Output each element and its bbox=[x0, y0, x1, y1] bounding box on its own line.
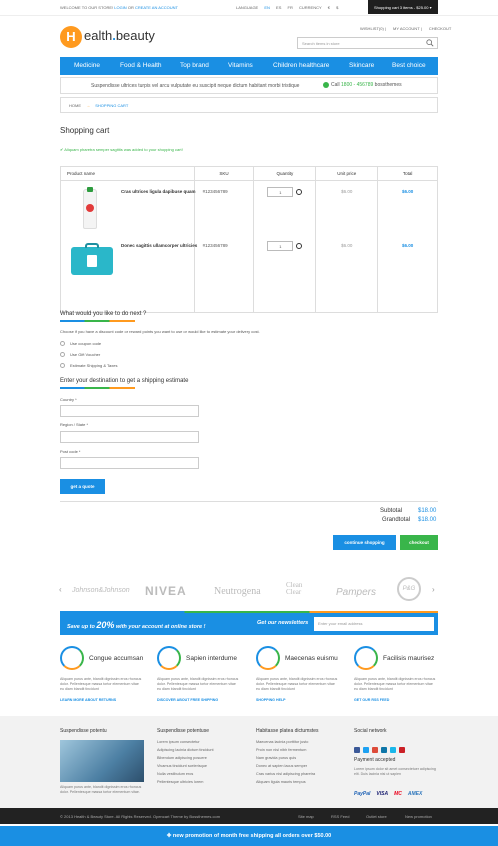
product-sku: #123456789 bbox=[194, 181, 254, 238]
radio-button[interactable] bbox=[60, 341, 65, 346]
cart-summary-text: Shopping cart 3 items - $25.00 bbox=[374, 5, 429, 10]
option-shipping[interactable] bbox=[60, 363, 118, 368]
mastercard-icon: MC bbox=[394, 791, 402, 797]
nav-vitamins[interactable]: Vitamins bbox=[228, 62, 253, 69]
next-section-title: What would you like to do next ? bbox=[60, 311, 147, 317]
newsletter-bar bbox=[60, 613, 438, 635]
footer-link[interactable]: Donec at sapien lacus semper bbox=[256, 764, 308, 768]
promotion-bar[interactable] bbox=[0, 826, 498, 846]
table-row bbox=[61, 181, 438, 238]
footer-list bbox=[256, 740, 315, 788]
product-image-kit[interactable] bbox=[71, 247, 113, 275]
breadcrumb-current: SHOPPING CART bbox=[95, 103, 129, 108]
main-nav bbox=[60, 57, 438, 75]
nav-children-healthcare[interactable]: Children healthcare bbox=[273, 62, 330, 69]
copyright-text: © 2013 Health & Beauty Store. All Rights Reserved. Opencart Theme by Bossthemes.com bbox=[60, 814, 221, 819]
get-quote-button[interactable]: get a quote bbox=[60, 479, 105, 494]
feature-link[interactable]: DISCOVER ABOUT FREE SHIPPING bbox=[157, 698, 219, 702]
payment-logos bbox=[354, 782, 428, 800]
logo-dot: . bbox=[112, 28, 116, 43]
phone-number: 1800 - 456789 bbox=[341, 82, 374, 88]
footer-col-title: Suspendisse potentuse bbox=[157, 728, 209, 734]
postcode-field[interactable] bbox=[60, 457, 199, 469]
brand-logo[interactable] bbox=[397, 577, 421, 601]
next-description: Choose if you have a discount code or reward points you want to use or would like to estimate your delivery cost. bbox=[60, 329, 260, 334]
footer-link[interactable]: Pellentesque ultricies lorem bbox=[157, 780, 204, 784]
or-text: OR bbox=[127, 5, 134, 10]
logo-word-beauty: beauty bbox=[115, 28, 155, 43]
radio-button[interactable] bbox=[60, 363, 65, 368]
product-cell bbox=[61, 181, 195, 238]
paypal-icon: PayPal bbox=[354, 791, 371, 797]
brands-prev-icon[interactable]: ‹ bbox=[59, 585, 62, 594]
option-label: Use Gift Voucher bbox=[70, 352, 101, 357]
bottom-bar bbox=[0, 808, 498, 824]
promotion-text: new promotion of month free shipping all orders over $50.00 bbox=[172, 833, 332, 839]
brand-logo[interactable]: Clean Clear bbox=[286, 581, 303, 596]
row-total: $6.00 bbox=[378, 181, 438, 238]
rss-icon bbox=[354, 646, 378, 670]
title-underline bbox=[60, 387, 135, 389]
wishlist-link[interactable]: WISHLIST(0) bbox=[360, 26, 384, 31]
success-message: ✔ Aliquam pharetra semper sagittis was added to your shopping cart! bbox=[60, 147, 183, 152]
brand-logo-text: P&G bbox=[402, 586, 416, 592]
newsletter-email-input[interactable] bbox=[314, 617, 434, 631]
logo-text[interactable] bbox=[84, 28, 155, 43]
rss-feed-link[interactable]: RSS Feed bbox=[331, 814, 350, 819]
option-coupon[interactable] bbox=[60, 341, 101, 346]
feature-title: Sapien interdume bbox=[186, 655, 237, 662]
feature-text: Aliquam purus ante, blandit dignissim eros rhoncus dolor. Pellentesque massa tortor elementum vitae eu diam blandit tincidunt bbox=[157, 677, 239, 691]
footer-link[interactable]: Lorem ipsum consectetur bbox=[157, 740, 200, 744]
welcome-line bbox=[60, 5, 178, 10]
search-icon[interactable] bbox=[426, 39, 434, 47]
checkout-link[interactable]: CHECKOUT bbox=[428, 26, 452, 31]
footer-link[interactable]: Aliquam ligula mauris tempus bbox=[256, 780, 306, 784]
country-select[interactable] bbox=[60, 405, 199, 417]
col-quantity: Quantity bbox=[254, 167, 316, 181]
save-text bbox=[67, 620, 205, 630]
info-icon bbox=[256, 646, 280, 670]
grandtotal-label: Grandtotal bbox=[382, 517, 411, 523]
kit-label bbox=[87, 255, 97, 267]
nav-food-health[interactable]: Food & Health bbox=[120, 62, 162, 69]
my-account-link[interactable]: MY ACCOUNT bbox=[393, 26, 420, 31]
subtotal-label: Subtotal bbox=[380, 508, 403, 514]
refresh-icon[interactable] bbox=[296, 189, 302, 195]
option-voucher[interactable] bbox=[60, 352, 100, 357]
totals-divider bbox=[60, 501, 438, 502]
googleplus-icon[interactable] bbox=[372, 747, 378, 753]
row-total: $6.00 bbox=[378, 237, 438, 312]
search-input[interactable] bbox=[297, 37, 438, 49]
currency-euro[interactable]: € bbox=[327, 5, 331, 10]
amex-icon: AMEX bbox=[407, 791, 423, 797]
footer-image bbox=[60, 740, 144, 782]
language-label: LANGUAGE bbox=[236, 5, 259, 10]
lang-fr[interactable]: FR bbox=[287, 5, 293, 10]
product-cell bbox=[61, 237, 198, 312]
footer-text: Aliquam purus ante, blandit dignissim eros rhoncus dolor. Pellentesque massa tortor elementum vitae. bbox=[60, 785, 142, 794]
option-label: Estimate Shipping & Taxes bbox=[70, 363, 118, 368]
product-sku: #123456789 bbox=[194, 237, 254, 312]
sitemap-link[interactable]: Site map bbox=[298, 814, 314, 819]
breadcrumb-home[interactable]: HOME bbox=[69, 103, 81, 108]
logo-mark[interactable] bbox=[60, 26, 82, 48]
welcome-text: WELCOME TO OUR STORE! bbox=[60, 5, 114, 10]
feature-title: Congue accumsan bbox=[89, 655, 144, 662]
quantity-input[interactable]: 1 bbox=[267, 187, 293, 197]
outlet-store-link[interactable]: Outlet store bbox=[366, 814, 387, 819]
country-label: Country * bbox=[60, 397, 77, 402]
footer-col-title: Payment accepted bbox=[354, 757, 396, 763]
continue-shopping-button[interactable]: continue shopping bbox=[333, 535, 396, 550]
bottle-label bbox=[86, 204, 94, 212]
product-image-lotion[interactable] bbox=[83, 189, 97, 229]
call-label: Call bbox=[331, 82, 340, 88]
nav-medicine[interactable]: Medicine bbox=[74, 62, 101, 69]
cart-summary-button[interactable] bbox=[368, 0, 438, 14]
quantity-input[interactable]: 1 bbox=[267, 241, 293, 251]
cart-table bbox=[60, 166, 438, 313]
linkedin-icon[interactable] bbox=[381, 747, 387, 753]
tag-icon: ✚ bbox=[166, 833, 173, 839]
currency-label: CURRENCY bbox=[298, 5, 322, 10]
refresh-icon[interactable] bbox=[296, 243, 302, 249]
unit-price: $6.00 bbox=[316, 237, 378, 312]
vimeo-icon[interactable] bbox=[390, 747, 396, 753]
bottle-cap bbox=[87, 187, 93, 192]
subtotal-value: $18.00 bbox=[418, 508, 437, 514]
footer-link[interactable]: Nam gravida purus quis bbox=[256, 756, 297, 760]
postcode-label: Post code * bbox=[60, 449, 81, 454]
product-name-link[interactable]: Cras ultrices ligula dapibuse quam bbox=[121, 189, 196, 194]
stack-icon bbox=[157, 646, 181, 670]
email-placeholder: Enter your email address bbox=[318, 621, 363, 626]
caret-down-icon: ▾ bbox=[429, 5, 432, 10]
brand-logo[interactable]: NIVEA bbox=[145, 584, 187, 598]
visa-icon: VISA bbox=[376, 791, 389, 797]
estimate-title: Enter your destination to get a shipping estimate bbox=[60, 378, 189, 384]
kit-handle bbox=[85, 243, 99, 248]
footer-link[interactable]: Bibendum adipiscing posuere bbox=[157, 756, 207, 760]
unit-price: $6.00 bbox=[316, 181, 378, 238]
radio-button[interactable] bbox=[60, 352, 65, 357]
brand-logo[interactable]: Neutrogena bbox=[214, 586, 261, 597]
col-total: Total bbox=[378, 167, 438, 181]
facebook-icon[interactable] bbox=[354, 747, 360, 753]
promo-call bbox=[331, 82, 402, 88]
quantity-cell bbox=[254, 181, 316, 238]
footer bbox=[0, 716, 498, 808]
refresh-icon bbox=[60, 646, 84, 670]
newsletter-label: Get our newsletters bbox=[257, 620, 309, 626]
top-bar bbox=[0, 0, 498, 16]
feature-link[interactable]: GET OUR RSS FEED bbox=[354, 698, 390, 702]
col-product-name: Product name bbox=[61, 167, 195, 181]
youtube-icon[interactable] bbox=[399, 747, 405, 753]
footer-link[interactable]: Vivamus tincidunt scelerisque bbox=[157, 764, 207, 768]
table-row bbox=[61, 237, 438, 312]
promo-strip bbox=[60, 77, 438, 94]
footer-link[interactable]: Nulla vestibulum eros bbox=[157, 772, 194, 776]
promo-text: Suspendisse ultrices turpis vel arcu vulputate eu suscipit neque dictum habitant morbi tristique bbox=[91, 83, 300, 89]
feature-title: Maecenas euismu bbox=[285, 655, 338, 662]
footer-list bbox=[157, 740, 214, 788]
feature-link[interactable]: SHOPPING HELP bbox=[256, 698, 286, 702]
product-name-link[interactable]: Donec sagittis ullamcorper ultricies bbox=[121, 243, 198, 248]
footer-col-title: Suspendisse potentu bbox=[60, 728, 107, 734]
grandtotal-value: $18.00 bbox=[418, 517, 437, 523]
subtotal-row bbox=[380, 508, 402, 514]
footer-col-title: Social network bbox=[354, 728, 387, 734]
region-select[interactable] bbox=[60, 431, 199, 443]
login-link[interactable]: LOGIN bbox=[114, 5, 127, 10]
feature-text: Aliquam purus ante, blandit dignissim eros rhoncus dolor. Pellentesque massa tortor elementum vitae eu diam blandit tincidunt bbox=[354, 677, 436, 691]
footer-link[interactable]: Cras varius nisl adipiscing pharetra bbox=[256, 772, 316, 776]
social-icons bbox=[354, 740, 408, 758]
lang-es[interactable]: ES bbox=[276, 5, 282, 10]
col-unit-price: Unit price bbox=[316, 167, 378, 181]
new-promotion-link[interactable]: New promotion bbox=[405, 814, 432, 819]
title-underline bbox=[60, 320, 135, 322]
footer-link[interactable]: Adipiscing lacinia dictum tincidunt bbox=[157, 748, 214, 752]
footer-link[interactable]: Maecenas lacinia porttitor justo bbox=[256, 740, 309, 744]
breadcrumb-separator-icon: → bbox=[86, 103, 91, 108]
brands-next-icon[interactable]: › bbox=[432, 585, 435, 594]
footer-link[interactable]: Proin non nisl nibh fermentum bbox=[256, 748, 307, 752]
feature-title: Facilisis maurisez bbox=[383, 655, 435, 662]
option-label: Use coupon code bbox=[70, 341, 102, 346]
nav-best-choice[interactable]: Best choice bbox=[392, 62, 426, 69]
logo-letter: H bbox=[66, 29, 76, 44]
footer-col-title: Habitasse platea dictumstes bbox=[256, 728, 319, 734]
save-post: with your account at online store ! bbox=[115, 624, 206, 630]
header-links: WISHLIST(0) | MY ACCOUNT | CHECKOUT bbox=[360, 26, 452, 31]
page-title: Shopping cart bbox=[60, 126, 110, 135]
currency-dollar[interactable]: $ bbox=[336, 5, 339, 10]
feature-text: Aliquam purus ante, blandit dignissim eros rhoncus dolor. Pellentesque massa tortor elementum vitae eu diam blandit tincidunt bbox=[60, 677, 142, 691]
brand-logo[interactable]: Johnson&Johnson bbox=[72, 587, 130, 594]
brand-logo[interactable]: Pampers bbox=[336, 587, 377, 598]
logo-word-health: ealth bbox=[84, 28, 113, 43]
breadcrumb bbox=[60, 97, 438, 113]
nav-skincare[interactable]: Skincare bbox=[349, 62, 375, 69]
lang-en[interactable]: EN bbox=[264, 5, 270, 10]
create-account-link[interactable]: CREATE AN ACCOUNT bbox=[134, 5, 178, 10]
language-currency bbox=[236, 5, 343, 10]
twitter-icon[interactable] bbox=[363, 747, 369, 753]
company-name: bossthemes bbox=[374, 82, 402, 88]
feature-text: Aliquam purus ante, blandit dignissim eros rhoncus dolor. Pellentesque massa tortor elementum vitae eu diam blandit tincidunt bbox=[256, 677, 338, 691]
col-sku: SKU bbox=[194, 167, 254, 181]
nav-top-brand[interactable]: Top brand bbox=[180, 62, 209, 69]
feature-link[interactable]: LEARN MORE ABOUT RETURNS bbox=[60, 698, 117, 702]
region-label: Region / State * bbox=[60, 422, 89, 427]
quantity-cell bbox=[254, 237, 316, 312]
save-pre: Save up to bbox=[67, 624, 95, 630]
footer-text: Lorem ipsum dolor sit amet consectetuer adipiscing elit. Duis lacinia nisi ut sapien bbox=[354, 767, 436, 776]
save-percent: 20% bbox=[96, 620, 115, 630]
phone-icon bbox=[323, 82, 329, 88]
search-placeholder: Search items in store bbox=[302, 41, 340, 46]
checkout-button[interactable]: checkout bbox=[400, 535, 438, 550]
cart-header-row bbox=[61, 167, 438, 181]
